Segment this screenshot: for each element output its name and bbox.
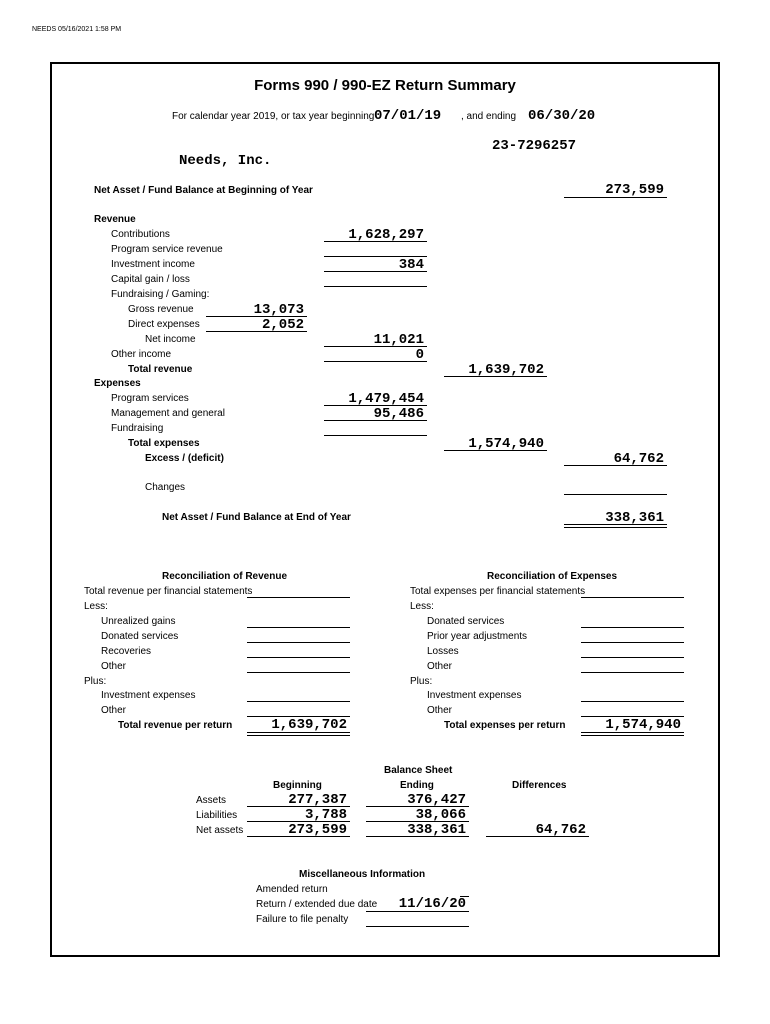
- underline: [247, 732, 350, 733]
- beginning-balance-label: Net Asset / Fund Balance at Beginning of Year: [94, 185, 313, 196]
- bs-ending-value: 376,427: [407, 792, 466, 808]
- recon-revenue-total-value: 1,639,702: [271, 717, 347, 733]
- bs-row-label: Assets: [196, 795, 227, 806]
- period-begin: 07/01/19: [374, 108, 442, 124]
- underline: [444, 450, 547, 451]
- underline: [324, 241, 427, 242]
- underline: [564, 524, 667, 525]
- management-label: Management and general: [111, 408, 225, 419]
- underline: [247, 657, 350, 658]
- underline: [206, 331, 307, 332]
- underline: [564, 465, 667, 466]
- underline: [247, 672, 350, 673]
- bs-difference-value: 64,762: [535, 822, 586, 838]
- investment-income-value: 384: [398, 257, 424, 273]
- program-services-label: Program services: [111, 393, 189, 404]
- underline: [564, 527, 667, 528]
- recon-expenses-heading: Reconciliation of Expenses: [487, 571, 618, 582]
- bs-beginning-value: 3,788: [304, 807, 347, 823]
- ending-balance-label: Net Asset / Fund Balance at End of Year: [162, 512, 351, 523]
- bs-ending-value: 38,066: [415, 807, 466, 823]
- fundraising-gaming-label: Fundraising / Gaming:: [111, 289, 210, 300]
- bs-beginning-value: 273,599: [288, 822, 347, 838]
- program-service-revenue-label: Program service revenue: [111, 244, 223, 255]
- header-stamp: NEEDS 05/16/2021 1:58 PM: [32, 26, 122, 33]
- page-title: Forms 990 / 990-EZ Return Summary: [254, 77, 516, 94]
- recon-expenses-total-value: 1,574,940: [605, 717, 681, 733]
- recon-expenses-less-item: Prior year adjustments: [427, 631, 528, 642]
- excess-label: Excess / (deficit): [145, 453, 224, 464]
- underline: [564, 494, 667, 495]
- recon-revenue-total-label: Total revenue per return: [118, 720, 233, 731]
- capital-gain-label: Capital gain / loss: [111, 274, 190, 285]
- underline: [581, 732, 684, 733]
- col-differences: Differences: [512, 780, 567, 791]
- recon-expenses-less-label: Less:: [410, 601, 434, 612]
- total-revenue-label: Total revenue: [128, 364, 193, 375]
- penalty-label: Failure to file penalty: [256, 914, 349, 925]
- recon-expenses-less-item: Other: [427, 661, 453, 672]
- contributions-label: Contributions: [111, 229, 170, 240]
- underline: [324, 420, 427, 421]
- contributions-value: 1,628,297: [348, 227, 424, 243]
- recon-revenue-financial-label: Total revenue per financial statements: [84, 586, 253, 597]
- program-services-value: 1,479,454: [348, 391, 424, 407]
- recon-expenses-plus-item: Investment expenses: [427, 690, 522, 701]
- recon-revenue-less-item: Donated services: [101, 631, 179, 642]
- underline: [324, 435, 427, 436]
- recon-revenue-less-label: Less:: [84, 601, 108, 612]
- underline: [324, 271, 427, 272]
- underline: [581, 735, 684, 736]
- underline: [444, 376, 547, 377]
- recon-expenses-plus-label: Plus:: [410, 676, 433, 687]
- fundraising-label: Fundraising: [111, 423, 164, 434]
- net-income-label: Net income: [145, 334, 196, 345]
- underline: [581, 701, 684, 702]
- underline: [581, 627, 684, 628]
- period-end: 06/30/20: [528, 108, 596, 124]
- total-expenses-label: Total expenses: [128, 438, 200, 449]
- bs-row-label: Liabilities: [196, 810, 238, 821]
- ein: 23-7296257: [492, 138, 577, 154]
- due-date-label: Return / extended due date: [256, 899, 378, 910]
- other-income-value: 0: [415, 347, 424, 363]
- bs-row-label: Net assets: [196, 825, 244, 836]
- underline: [247, 597, 350, 598]
- recon-revenue-less-item: Other: [101, 661, 127, 672]
- recon-revenue-less-item: Recoveries: [101, 646, 152, 657]
- org-name: Needs, Inc.: [179, 153, 272, 169]
- underline: [247, 642, 350, 643]
- amended-return-label: Amended return: [256, 884, 328, 895]
- ending-balance-value: 338,361: [605, 510, 664, 526]
- expenses-heading: Expenses: [94, 378, 141, 389]
- recon-revenue-plus-item: Investment expenses: [101, 690, 196, 701]
- underline: [581, 597, 684, 598]
- recon-expenses-financial-label: Total expenses per financial statements: [410, 586, 586, 597]
- recon-expenses-total-label: Total expenses per return: [444, 720, 566, 731]
- balance-sheet-heading: Balance Sheet: [384, 765, 453, 776]
- underline: [581, 657, 684, 658]
- recon-expenses-less-item: Donated services: [427, 616, 505, 627]
- period-mid: , and ending: [461, 111, 517, 122]
- recon-revenue-plus-item: Other: [101, 705, 127, 716]
- underline: [324, 286, 427, 287]
- col-ending: Ending: [400, 780, 434, 791]
- underline: [247, 735, 350, 736]
- col-beginning: Beginning: [273, 780, 322, 791]
- other-income-label: Other income: [111, 349, 172, 360]
- due-date-value: 11/16/20: [398, 896, 466, 912]
- underline: [247, 627, 350, 628]
- underline: [324, 361, 427, 362]
- bs-ending-value: 338,361: [407, 822, 466, 838]
- gross-revenue-label: Gross revenue: [128, 304, 194, 315]
- misc-heading: Miscellaneous Information: [299, 869, 426, 880]
- underline: [581, 642, 684, 643]
- beginning-balance-value: 273,599: [605, 182, 664, 198]
- underline: [581, 672, 684, 673]
- excess-value: 64,762: [613, 451, 664, 467]
- underline: [366, 836, 469, 837]
- underline: [564, 197, 667, 198]
- recon-expenses-plus-item: Other: [427, 705, 453, 716]
- investment-income-label: Investment income: [111, 259, 195, 270]
- changes-label: Changes: [145, 482, 186, 493]
- recon-revenue-less-item: Unrealized gains: [101, 616, 176, 627]
- underline: [366, 911, 469, 912]
- total-expenses-value: 1,574,940: [468, 436, 544, 452]
- total-revenue-value: 1,639,702: [468, 362, 544, 378]
- underline: [247, 836, 350, 837]
- management-value: 95,486: [373, 406, 424, 422]
- period-prefix: For calendar year 2019, or tax year beginning: [172, 111, 375, 122]
- underline: [366, 926, 469, 927]
- recon-revenue-plus-label: Plus:: [84, 676, 107, 687]
- underline: [247, 701, 350, 702]
- direct-expenses-value: 2,052: [261, 317, 304, 333]
- bs-beginning-value: 277,387: [288, 792, 347, 808]
- recon-revenue-heading: Reconciliation of Revenue: [162, 571, 288, 582]
- direct-expenses-label: Direct expenses: [128, 319, 200, 330]
- revenue-heading: Revenue: [94, 214, 136, 225]
- net-income-value: 11,021: [373, 332, 424, 348]
- gross-revenue-value: 13,073: [253, 302, 304, 318]
- recon-expenses-less-item: Losses: [427, 646, 459, 657]
- underline: [486, 836, 589, 837]
